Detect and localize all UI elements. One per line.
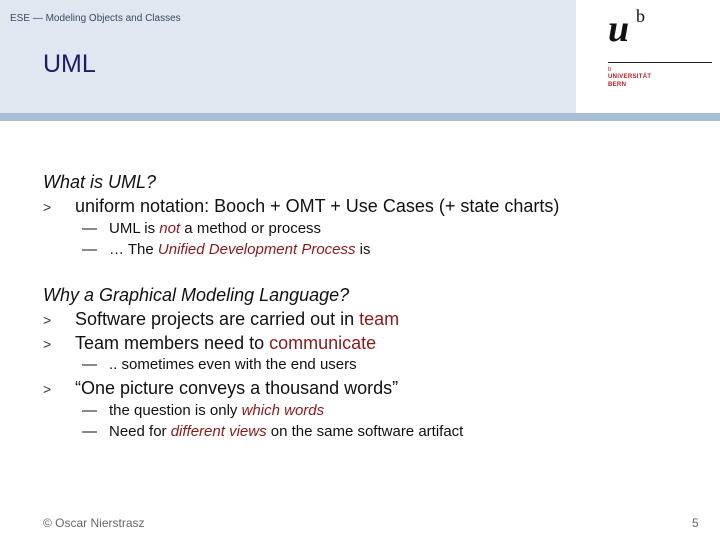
logo-city: BERN bbox=[608, 82, 627, 88]
subbullet-text: Need for bbox=[109, 423, 171, 440]
bullet-text: Team members need to bbox=[75, 333, 270, 353]
subbullet-which-words bbox=[82, 402, 324, 419]
dash-marker: — bbox=[82, 241, 97, 258]
subbullet-text: is bbox=[355, 241, 371, 258]
logo-university: UNIVERSITÄT bbox=[608, 74, 652, 80]
logo-divider bbox=[608, 62, 712, 63]
header-strip bbox=[0, 113, 720, 121]
university-logo bbox=[608, 6, 708, 92]
subbullet-text: a method or process bbox=[180, 220, 322, 237]
subbullet-different-views bbox=[82, 423, 463, 440]
bullet-text: uniform notation: Booch + OMT + Use Cases (+ state charts) bbox=[75, 196, 560, 216]
emphasis-text: not bbox=[159, 220, 181, 237]
bullet-text: “One picture conveys a thousand words” bbox=[75, 378, 399, 398]
logo-letter-u: u bbox=[608, 8, 630, 50]
subbullet-unified-process bbox=[82, 241, 371, 258]
bullet-one-picture bbox=[43, 378, 398, 399]
bullet-marker: > bbox=[43, 336, 52, 352]
bullet-marker: > bbox=[43, 312, 52, 328]
subbullet-end-users bbox=[82, 356, 357, 373]
page-number: 5 bbox=[692, 516, 699, 530]
bullet-team bbox=[43, 309, 399, 330]
bullet-uniform-notation bbox=[43, 196, 559, 217]
bullet-marker: > bbox=[43, 199, 52, 215]
bullet-marker: > bbox=[43, 381, 52, 397]
emphasis-text: communicate bbox=[269, 333, 377, 353]
emphasis-text: which words bbox=[241, 402, 325, 419]
dash-marker: — bbox=[82, 423, 97, 440]
subbullet-text: the question is only bbox=[109, 402, 242, 419]
bullet-communicate bbox=[43, 333, 376, 354]
emphasis-text: Unified Development Process bbox=[157, 241, 356, 258]
slide-title: UML bbox=[43, 50, 96, 78]
dash-marker: — bbox=[82, 356, 97, 373]
question-what-is-uml: What is UML? bbox=[43, 172, 157, 192]
footer-author: © Oscar Nierstrasz bbox=[43, 516, 145, 530]
subbullet-text: on the same software artifact bbox=[266, 423, 464, 440]
subbullet-text: … The bbox=[109, 241, 158, 258]
question-why-graphical: Why a Graphical Modeling Language? bbox=[43, 285, 350, 305]
subbullet-text: .. sometimes even with the end users bbox=[109, 356, 357, 373]
subbullet-not-method bbox=[82, 220, 321, 237]
logo-sup: b bbox=[608, 67, 612, 73]
emphasis-text: different views bbox=[170, 423, 267, 440]
logo-letter-b: b bbox=[636, 6, 645, 26]
subbullet-text: UML is bbox=[109, 220, 160, 237]
course-label: ESE — Modeling Objects and Classes bbox=[10, 13, 181, 24]
emphasis-text: team bbox=[359, 309, 400, 329]
bullet-text: Software projects are carried out in bbox=[75, 309, 360, 329]
dash-marker: — bbox=[82, 402, 97, 419]
dash-marker: — bbox=[82, 220, 97, 237]
